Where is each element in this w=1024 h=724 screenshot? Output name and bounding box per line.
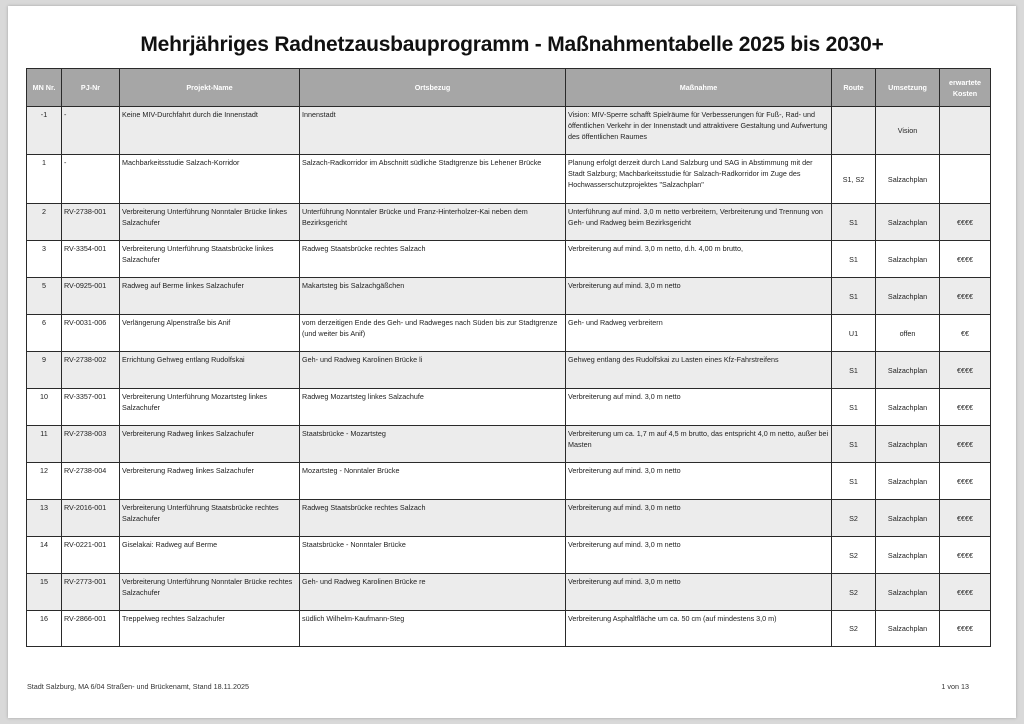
cell-massnahme: Verbreiterung auf mind. 3,0 m netto [566,500,832,537]
cell-projekt-name: Verbreiterung Unterführung Staatsbrücke linkes Salzachufer [120,241,300,278]
cell-route [832,107,876,155]
cell-umsetzung: Salzachplan [876,389,940,426]
cell-pj-nr: RV-0925-001 [62,278,120,315]
table-row [27,463,991,500]
cell-projekt-name: Errichtung Gehweg entlang Rudolfskai [120,352,300,389]
cell-kosten: €€€€ [940,574,991,611]
table-row [27,537,991,574]
cell-massnahme: Planung erfolgt derzeit durch Land Salzburg und SAG in Abstimmung mit der Stadt Salzburg; Machbarkeitsstudie für Salzach-Radkorridor im Zuge des Hochwasserschutzprojektes "Salzachplan" [566,155,832,204]
cell-route: S1 [832,204,876,241]
column-header-route: Route [832,69,876,107]
cell-pj-nr: RV-2016-001 [62,500,120,537]
cell-umsetzung: Salzachplan [876,155,940,204]
column-header-ortsbezug: Ortsbezug [300,69,566,107]
cell-umsetzung: Salzachplan [876,352,940,389]
cell-mn-nr: 1 [27,155,62,204]
table-row [27,389,991,426]
cell-pj-nr: RV-3357-001 [62,389,120,426]
table-row [27,155,991,204]
cell-route: S1 [832,352,876,389]
cell-route: S1 [832,389,876,426]
cell-massnahme: Verbreiterung auf mind. 3,0 m netto [566,389,832,426]
cell-umsetzung: Vision [876,107,940,155]
column-header-massnahme: Maßnahme [566,69,832,107]
cell-pj-nr: - [62,155,120,204]
cell-kosten: €€€€ [940,500,991,537]
cell-umsetzung: Salzachplan [876,537,940,574]
cell-kosten: €€€€ [940,537,991,574]
cell-pj-nr: RV-2738-002 [62,352,120,389]
page-number: 1 von 13 [941,682,969,691]
cell-mn-nr: 2 [27,204,62,241]
cell-massnahme: Verbreiterung auf mind. 3,0 m netto, d.h. 4,00 m brutto, [566,241,832,278]
cell-route: U1 [832,315,876,352]
cell-route: S1 [832,241,876,278]
cell-projekt-name: Treppelweg rechtes Salzachufer [120,611,300,647]
cell-umsetzung: Salzachplan [876,500,940,537]
cell-massnahme: Verbreiterung Asphaltfläche um ca. 50 cm (auf mindestens 3,0 m) [566,611,832,647]
cell-kosten: €€ [940,315,991,352]
cell-route: S2 [832,500,876,537]
cell-kosten [940,107,991,155]
cell-projekt-name: Machbarkeitsstudie Salzach-Korridor [120,155,300,204]
cell-massnahme: Vision: MIV-Sperre schafft Spielräume für Verbesserungen für Fuß-, Rad- und öffentlichen Verkehr in der Innenstadt und attraktivere Gestaltung und Aufwertung des öffentlichen Raumes [566,107,832,155]
cell-route: S1 [832,278,876,315]
table-row [27,278,991,315]
cell-mn-nr: 14 [27,537,62,574]
cell-pj-nr: RV-0031-006 [62,315,120,352]
cell-route: S1, S2 [832,155,876,204]
cell-projekt-name: Giselakai: Radweg auf Berme [120,537,300,574]
table-row [27,107,991,155]
cell-projekt-name: Verbreiterung Unterführung Nonntaler Brücke linkes Salzachufer [120,204,300,241]
cell-projekt-name: Verlängerung Alpenstraße bis Anif [120,315,300,352]
footer-source: Stadt Salzburg, MA 6/04 Straßen- und Brückenamt, Stand 18.11.2025 [27,682,250,691]
cell-massnahme: Verbreiterung auf mind. 3,0 m netto [566,463,832,500]
column-header-umsetzung: Umsetzung [876,69,940,107]
cell-umsetzung: Salzachplan [876,204,940,241]
cell-projekt-name: Verbreiterung Radweg linkes Salzachufer [120,463,300,500]
cell-massnahme: Gehweg entlang des Rudolfskai zu Lasten eines Kfz-Fahrstreifens [566,352,832,389]
cell-kosten: €€€€ [940,352,991,389]
cell-pj-nr: RV-0221-001 [62,537,120,574]
cell-pj-nr: - [62,107,120,155]
cell-ortsbezug: Geh- und Radweg Karolinen Brücke re [300,574,566,611]
cell-massnahme: Geh- und Radweg verbreitern [566,315,832,352]
cell-ortsbezug: Salzach-Radkorridor im Abschnitt südliche Stadtgrenze bis Lehener Brücke [300,155,566,204]
cell-kosten: €€€€ [940,241,991,278]
table-row [27,500,991,537]
cell-pj-nr: RV-3354-001 [62,241,120,278]
table-row [27,352,991,389]
measures-table [26,68,991,647]
cell-ortsbezug: Innenstadt [300,107,566,155]
cell-route: S2 [832,611,876,647]
cell-projekt-name: Verbreiterung Unterführung Mozartsteg linkes Salzachufer [120,389,300,426]
cell-route: S2 [832,537,876,574]
cell-pj-nr: RV-2738-004 [62,463,120,500]
table-header-row [27,69,991,107]
column-header-kosten: erwartete Kosten [940,69,991,107]
cell-kosten [940,155,991,204]
cell-massnahme: Verbreiterung auf mind. 3,0 m netto [566,574,832,611]
cell-massnahme: Verbreiterung auf mind. 3,0 m netto [566,278,832,315]
cell-route: S1 [832,426,876,463]
cell-pj-nr: RV-2738-003 [62,426,120,463]
cell-projekt-name: Verbreiterung Unterführung Staatsbrücke rechtes Salzachufer [120,500,300,537]
cell-ortsbezug: Makartsteg bis Salzachgäßchen [300,278,566,315]
table-row [27,426,991,463]
cell-mn-nr: 9 [27,352,62,389]
cell-projekt-name: Radweg auf Berme linkes Salzachufer [120,278,300,315]
cell-mn-nr: -1 [27,107,62,155]
cell-ortsbezug: Radweg Staatsbrücke rechtes Salzach [300,241,566,278]
cell-pj-nr: RV-2738-001 [62,204,120,241]
cell-umsetzung: Salzachplan [876,463,940,500]
table-row [27,574,991,611]
table-row [27,611,991,647]
cell-route: S1 [832,463,876,500]
cell-ortsbezug: südlich Wilhelm-Kaufmann-Steg [300,611,566,647]
cell-kosten: €€€€ [940,204,991,241]
cell-kosten: €€€€ [940,278,991,315]
cell-projekt-name: Verbreiterung Unterführung Nonntaler Brücke rechtes Salzachufer [120,574,300,611]
page-title: Mehrjähriges Radnetzausbauprogramm - Maßnahmentabelle 2025 bis 2030+ [140,33,884,56]
cell-umsetzung: Salzachplan [876,574,940,611]
cell-massnahme: Verbreiterung um ca. 1,7 m auf 4,5 m brutto, das entspricht 4,0 m netto, außer bei Masten [566,426,832,463]
cell-ortsbezug: Staatsbrücke - Mozartsteg [300,426,566,463]
cell-mn-nr: 11 [27,426,62,463]
cell-route: S2 [832,574,876,611]
cell-kosten: €€€€ [940,426,991,463]
cell-umsetzung: Salzachplan [876,241,940,278]
cell-kosten: €€€€ [940,389,991,426]
cell-mn-nr: 13 [27,500,62,537]
cell-massnahme: Unterführung auf mind. 3,0 m netto verbreitern, Verbreiterung und Trennung von Geh- und Radweg beim Bezirksgericht [566,204,832,241]
cell-mn-nr: 16 [27,611,62,647]
cell-projekt-name: Keine MIV-Durchfahrt durch die Innenstadt [120,107,300,155]
cell-ortsbezug: Radweg Staatsbrücke rechtes Salzach [300,500,566,537]
cell-projekt-name: Verbreiterung Radweg linkes Salzachufer [120,426,300,463]
cell-umsetzung: Salzachplan [876,426,940,463]
column-header-mn-nr: MN Nr. [27,69,62,107]
table-row [27,241,991,278]
cell-ortsbezug: vom derzeitigen Ende des Geh- und Radweges nach Süden bis zur Stadtgrenze (und weiter bis Anif) [300,315,566,352]
column-header-projekt-name: Projekt-Name [120,69,300,107]
cell-mn-nr: 15 [27,574,62,611]
cell-pj-nr: RV-2866-001 [62,611,120,647]
cell-kosten: €€€€ [940,611,991,647]
cell-mn-nr: 12 [27,463,62,500]
cell-ortsbezug: Radweg Mozartsteg linkes Salzachufe [300,389,566,426]
cell-ortsbezug: Staatsbrücke - Nonntaler Brücke [300,537,566,574]
cell-umsetzung: Salzachplan [876,278,940,315]
table-row [27,315,991,352]
cell-mn-nr: 10 [27,389,62,426]
cell-mn-nr: 5 [27,278,62,315]
column-header-pj-nr: PJ-Nr [62,69,120,107]
table-row [27,204,991,241]
cell-mn-nr: 6 [27,315,62,352]
cell-umsetzung: Salzachplan [876,611,940,647]
cell-mn-nr: 3 [27,241,62,278]
cell-ortsbezug: Mozartsteg - Nonntaler Brücke [300,463,566,500]
cell-umsetzung: offen [876,315,940,352]
cell-ortsbezug: Unterführung Nonntaler Brücke und Franz-Hinterholzer-Kai neben dem Bezirksgericht [300,204,566,241]
cell-pj-nr: RV-2773-001 [62,574,120,611]
cell-ortsbezug: Geh- und Radweg Karolinen Brücke li [300,352,566,389]
cell-massnahme: Verbreiterung auf mind. 3,0 m netto [566,537,832,574]
cell-kosten: €€€€ [940,463,991,500]
